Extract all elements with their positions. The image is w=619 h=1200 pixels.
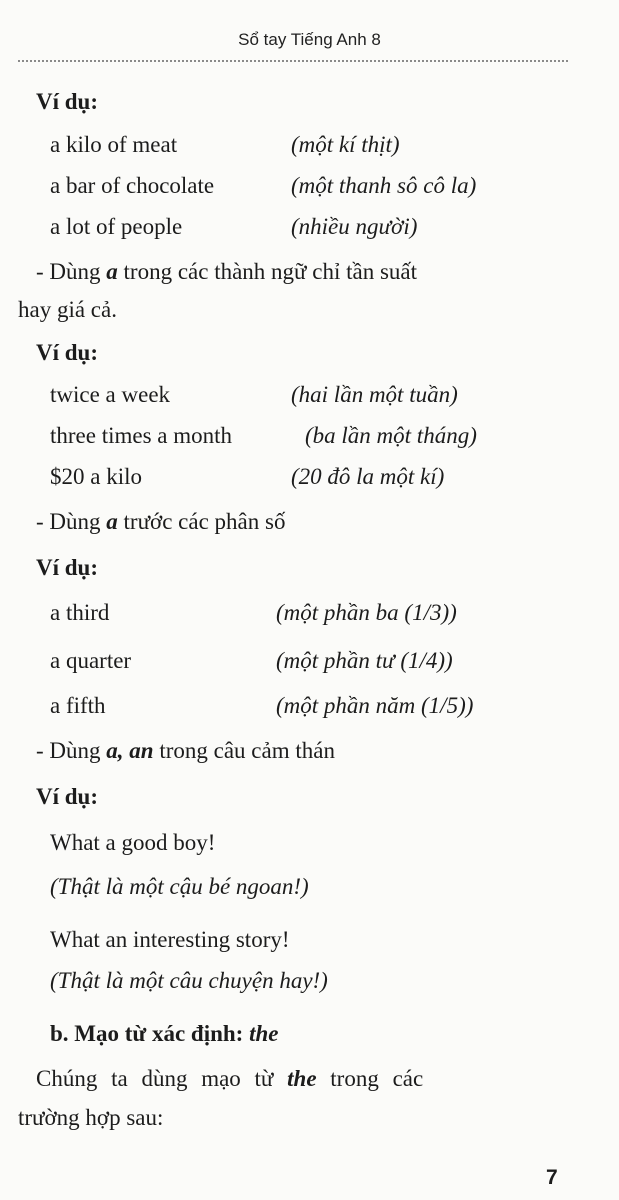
example-en: a third xyxy=(50,600,110,625)
running-header: Sổ tay Tiếng Anh 8 xyxy=(238,30,381,49)
example-en: a lot of people xyxy=(50,214,183,239)
example-vi: (hai lần một tuần) xyxy=(291,382,458,407)
rule-text: trong các thành ngữ chỉ tần suất xyxy=(117,259,418,284)
example-vi: (Thật là một cậu bé ngoan!) xyxy=(50,874,309,899)
example-en: a fifth xyxy=(50,693,106,718)
rule-text: - Dùng xyxy=(36,259,107,284)
closing-text: Chúng ta dùng mạo từ xyxy=(36,1066,288,1091)
example-label: Ví dụ: xyxy=(36,340,98,365)
example-vi: (Thật là một câu chuyện hay!) xyxy=(50,968,328,993)
rule-keyword: a, an xyxy=(106,738,154,763)
closing-keyword: the xyxy=(287,1066,317,1091)
rule-paragraph xyxy=(36,258,417,286)
rule-text: trong câu cảm thán xyxy=(153,738,335,763)
example-vi: (một phần tư (1/4)) xyxy=(276,648,453,673)
closing-text: trong các xyxy=(316,1066,424,1091)
rule-keyword: a xyxy=(106,509,118,534)
rule-keyword: a xyxy=(106,259,118,284)
section-heading xyxy=(50,1020,278,1048)
example-label: Ví dụ: xyxy=(36,784,98,809)
example-vi: (nhiều người) xyxy=(291,214,418,239)
example-vi: (ba lần một tháng) xyxy=(305,423,477,448)
closing-paragraph xyxy=(36,1065,423,1093)
example-en: twice a week xyxy=(50,382,171,407)
closing-text-continued: trường hợp sau: xyxy=(18,1105,164,1130)
example-label: Ví dụ: xyxy=(36,555,98,580)
example-vi: (một phần năm (1/5)) xyxy=(276,693,474,718)
example-en: three times a month xyxy=(50,423,233,448)
rule-text: - Dùng xyxy=(36,738,107,763)
example-vi: (20 đô la một kí) xyxy=(291,464,445,489)
example-en: $20 a kilo xyxy=(50,464,142,489)
section-heading-text: b. Mạo từ xác định: xyxy=(50,1021,250,1046)
rule-text: - Dùng xyxy=(36,509,107,534)
example-en: a quarter xyxy=(50,648,132,673)
rule-paragraph xyxy=(36,737,335,765)
section-heading-keyword: the xyxy=(249,1021,279,1046)
example-vi: (một thanh sô cô la) xyxy=(291,173,477,198)
rule-paragraph xyxy=(36,508,285,536)
example-en: What an interesting story! xyxy=(50,927,290,952)
example-en: a bar of chocolate xyxy=(50,173,215,198)
example-label: Ví dụ: xyxy=(36,89,98,114)
rule-text: trước các phân số xyxy=(117,509,286,534)
rule-text-continued: hay giá cả. xyxy=(18,297,117,322)
example-vi: (một kí thịt) xyxy=(291,132,400,157)
example-en: What a good boy! xyxy=(50,830,216,855)
header-dotted-rule xyxy=(18,60,568,62)
example-vi: (một phần ba (1/3)) xyxy=(276,600,457,625)
page-number: 7 xyxy=(546,1166,558,1189)
example-en: a kilo of meat xyxy=(50,132,178,157)
